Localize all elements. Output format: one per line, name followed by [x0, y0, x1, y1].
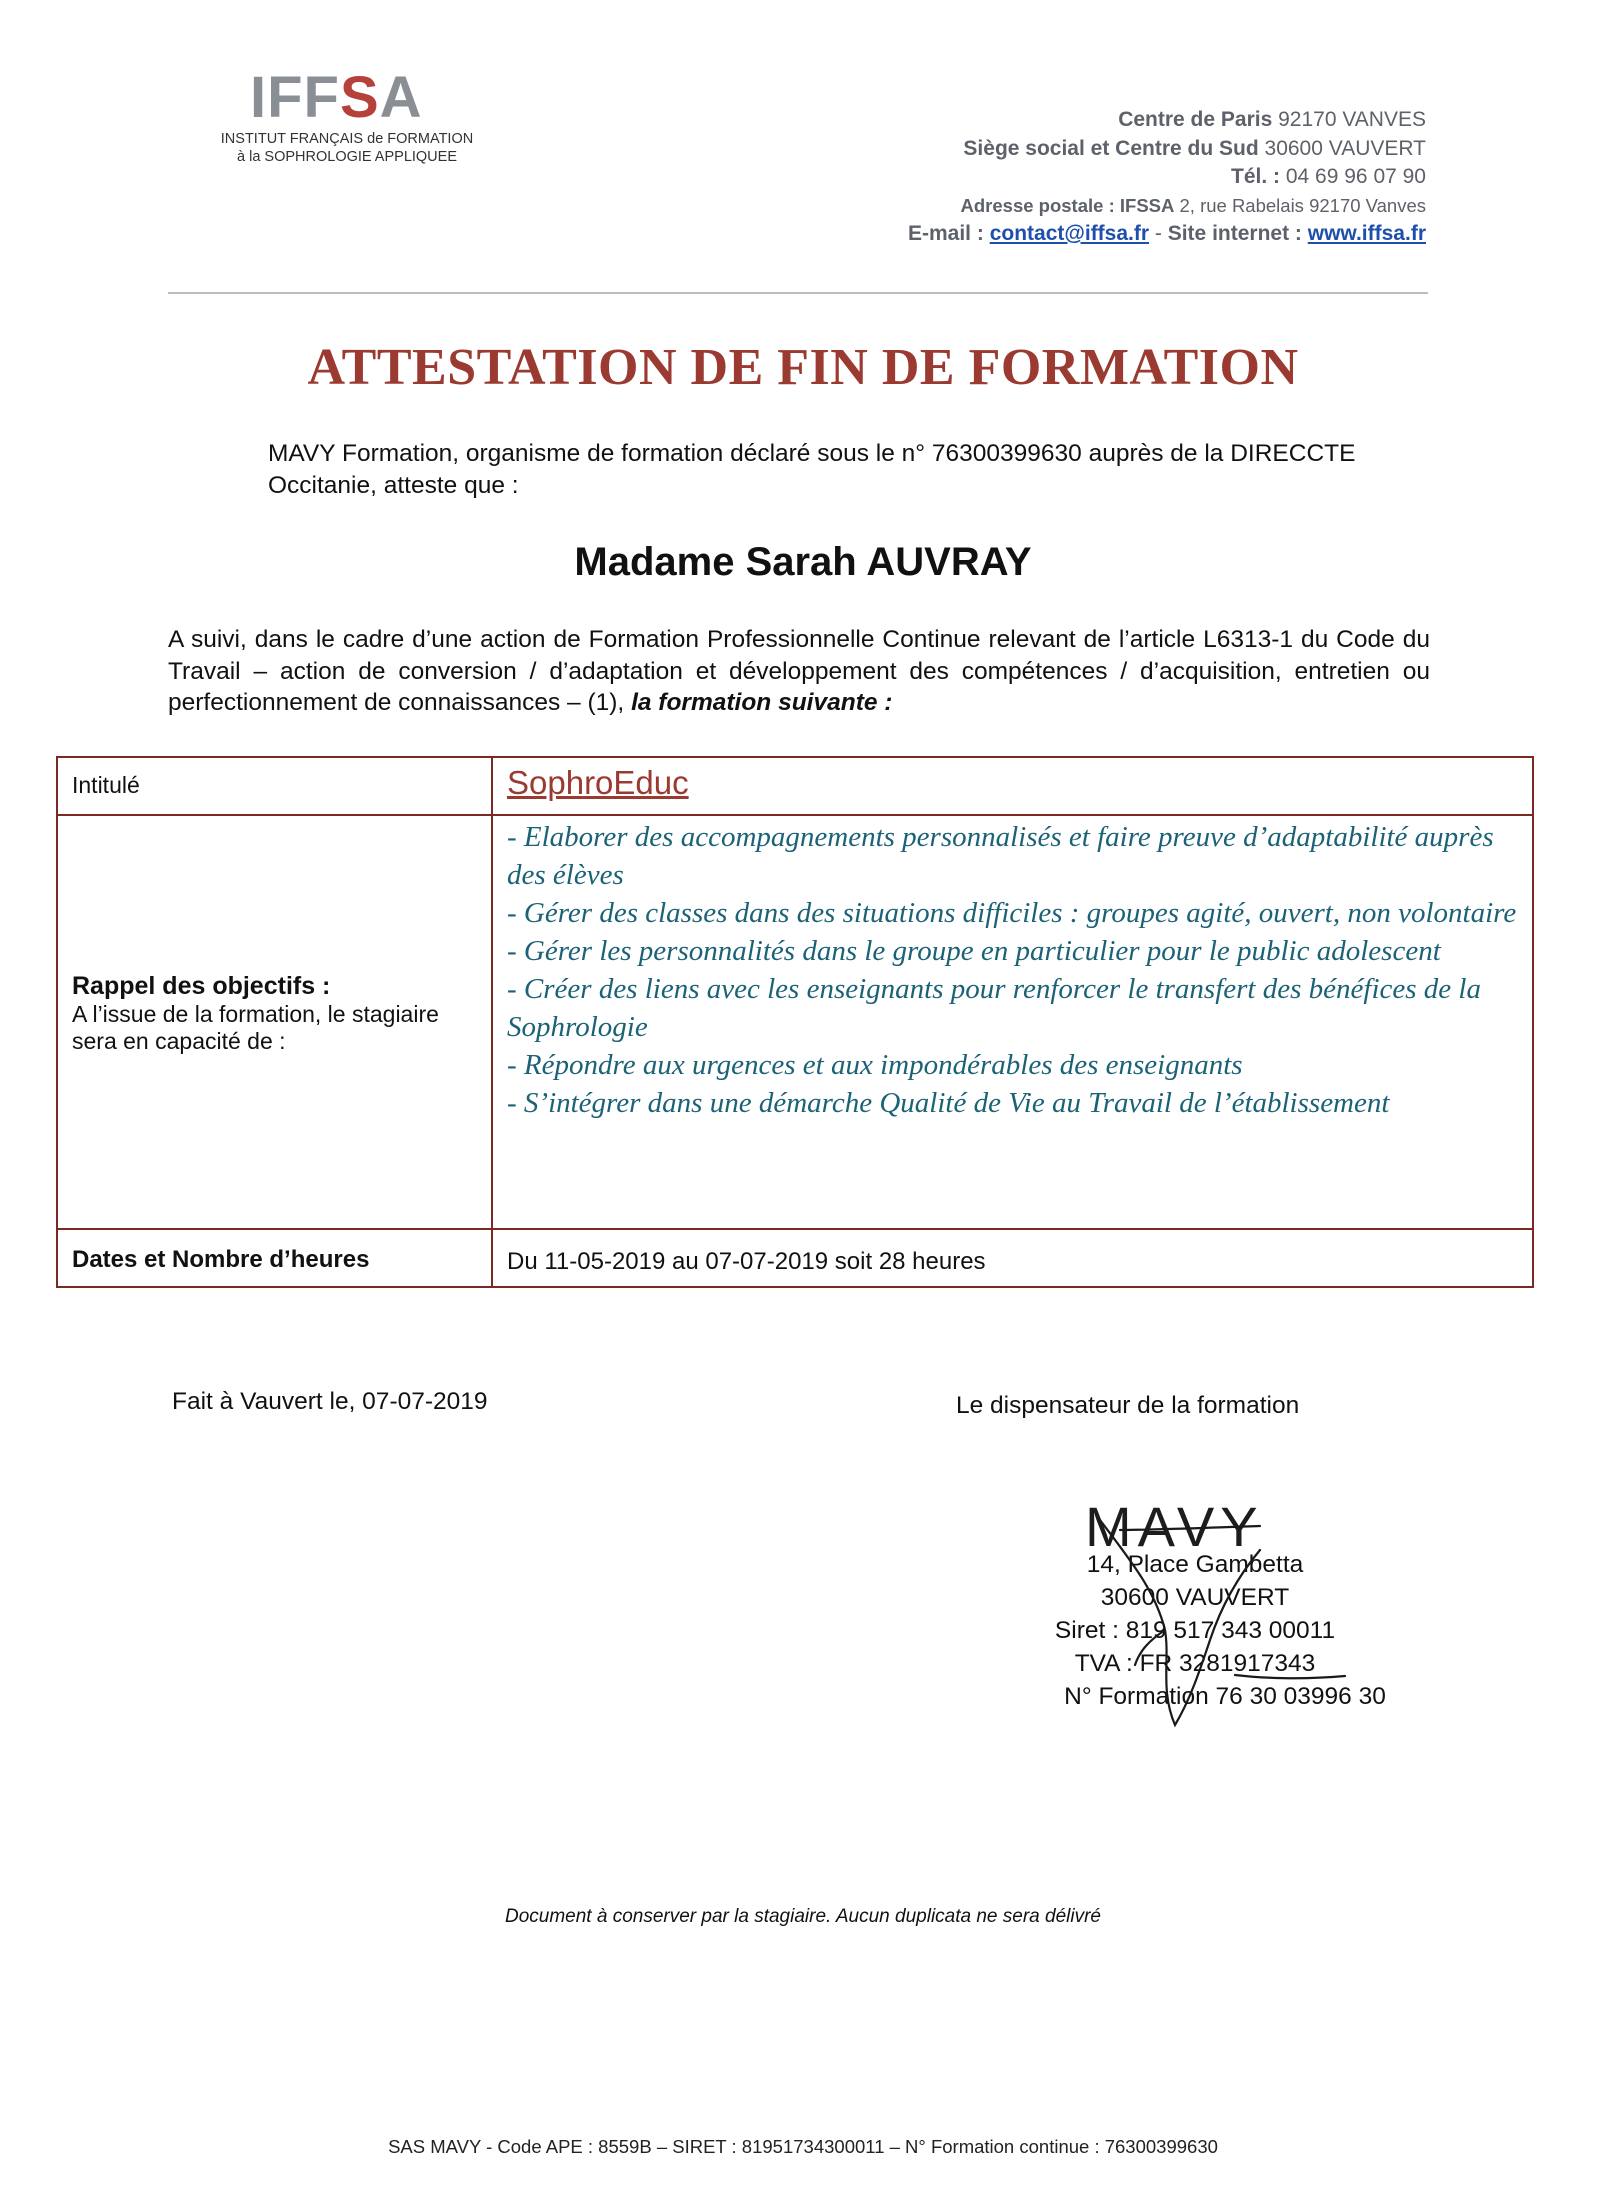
tel-label: Tél. :: [1231, 165, 1281, 188]
training-table: [56, 756, 1534, 1288]
objectives-label-cell: [57, 815, 492, 1229]
objectives-label: Rappel des objectifs :: [72, 972, 331, 1000]
table-row-title: [57, 757, 1533, 815]
siege-label: Siège social et Centre du Sud: [963, 136, 1259, 160]
dates-label-cell: [57, 1229, 492, 1287]
logo-subtitle: [212, 130, 482, 166]
paris-label: Centre de Paris: [1118, 108, 1273, 131]
provider-label: Le dispensateur de la formation: [956, 1392, 1300, 1419]
training-title: SophroEduc: [507, 764, 689, 801]
paris-value: 92170 VANVES: [1278, 108, 1426, 131]
stamp-company-name: MAVY: [1085, 1495, 1264, 1558]
site-label: Site internet :: [1167, 222, 1302, 245]
legal-footer: SAS MAVY - Code APE : 8559B – SIRET : 81951734300011 – N° Formation continue : 76300399630: [388, 2136, 1218, 2157]
objective-item: - Créer des liens avec les enseignants pour renforcer le transfert des bénéfices de la Sophrologie: [507, 973, 1481, 1043]
iffsa-logo: [250, 64, 423, 131]
postal-label: Adresse postale :: [960, 194, 1115, 216]
contact-block: Centre de Paris 92170 VANVES Siège social et Centre du Sud 30600 VAUVERT Tél. : 04 69 96 07 90 Adresse postale : IFSSA 2, rue Rabelais 92170 Vanves E-mail : contact@iffsa.fr - Site internet : www.iffsa.fr: [908, 108, 1426, 245]
objectives-subtitle: A l’issue de la formation, le stagiaire sera en capacité de :: [72, 1001, 439, 1054]
paragraph-emphasis: la formation suivante :: [631, 689, 893, 716]
document-title: ATTESTATION DE FIN DE FORMATION: [307, 339, 1299, 396]
website-link[interactable]: www.iffsa.fr: [1307, 222, 1426, 245]
header-divider: [168, 292, 1428, 294]
postal-value: 2, rue Rabelais 92170 Vanves: [1179, 194, 1426, 216]
title-value-cell: [492, 757, 1533, 815]
objectives-cell: [492, 815, 1533, 1229]
siege-value: 30600 VAUVERT: [1264, 136, 1426, 160]
objective-item: - Gérer des classes dans des situations difficiles : groupes agité, ouvert, non volontaire: [507, 897, 1517, 929]
dates-value-cell: [492, 1229, 1533, 1287]
stamp-siret: Siret : 819 517 343 00011: [1054, 1617, 1336, 1644]
logo-mark: S: [339, 65, 380, 130]
dates-value: Du 11-05-2019 au 07-07-2019 soit 28 heures: [507, 1248, 986, 1275]
objective-item: - S’intégrer dans une démarche Qualité de Vie au Travail de l’établissement: [507, 1087, 1390, 1119]
trainee-name: Madame Sarah AUVRAY: [574, 540, 1032, 584]
postal-org: IFSSA: [1119, 194, 1175, 216]
place-date: Fait à Vauvert le, 07-07-2019: [172, 1388, 488, 1415]
logo-text-left: IFF: [250, 65, 340, 130]
handwritten-signature: [1060, 1500, 1390, 1740]
objective-item: - Elaborer des accompagnements personnalisés et faire preuve d’adaptabilité auprès des élèves: [507, 821, 1494, 891]
objective-item: - Répondre aux urgences et aux impondérables des enseignants: [507, 1049, 1243, 1081]
dates-label: Dates et Nombre d’heures: [72, 1246, 370, 1273]
logo-subtitle-line2: à la SOPHROLOGIE APPLIQUEE: [237, 149, 457, 165]
stamp-tva: TVA : FR 3281917343: [1074, 1650, 1316, 1677]
table-row-objectives: [57, 815, 1533, 1229]
stamp-address: 14, Place Gambetta: [1086, 1551, 1304, 1578]
stamp-city: 30600 VAUVERT: [1100, 1584, 1290, 1611]
paragraph-text: A suivi, dans le cadre d’une action de Formation Professionnelle Continue relevant de l’article L6313-1 du Code du Travail – action de conversion / d’adaptation et développement des compétences / d’acquisition, entretien ou perfectionnement de connaissances – (1),: [168, 626, 1430, 716]
email-link[interactable]: contact@iffsa.fr: [989, 222, 1150, 245]
objectives-list: [507, 818, 1518, 1122]
intro-text: MAVY Formation, organisme de formation déclaré sous le n° 76300399630 auprès de la DIRECCTE Occitanie, atteste que :: [268, 440, 1356, 499]
training-paragraph: [168, 624, 1430, 719]
conservation-notice: Document à conserver par la stagiaire. Aucun duplicata ne sera délivré: [504, 1906, 1101, 1927]
email-label: E-mail :: [908, 222, 984, 245]
tel-value: 04 69 96 07 90: [1285, 165, 1426, 188]
title-label: Intitulé: [72, 772, 140, 798]
logo-text-right: A: [379, 65, 423, 130]
table-row-dates: [57, 1229, 1533, 1287]
objective-item: - Gérer les personnalités dans le groupe en particulier pour le public adolescent: [507, 935, 1441, 967]
title-label-cell: [57, 757, 492, 815]
logo-subtitle-line1: INSTITUT FRANÇAIS de FORMATION: [220, 131, 474, 147]
stamp-formation-number: N° Formation 76 30 03996 30: [1064, 1683, 1386, 1710]
